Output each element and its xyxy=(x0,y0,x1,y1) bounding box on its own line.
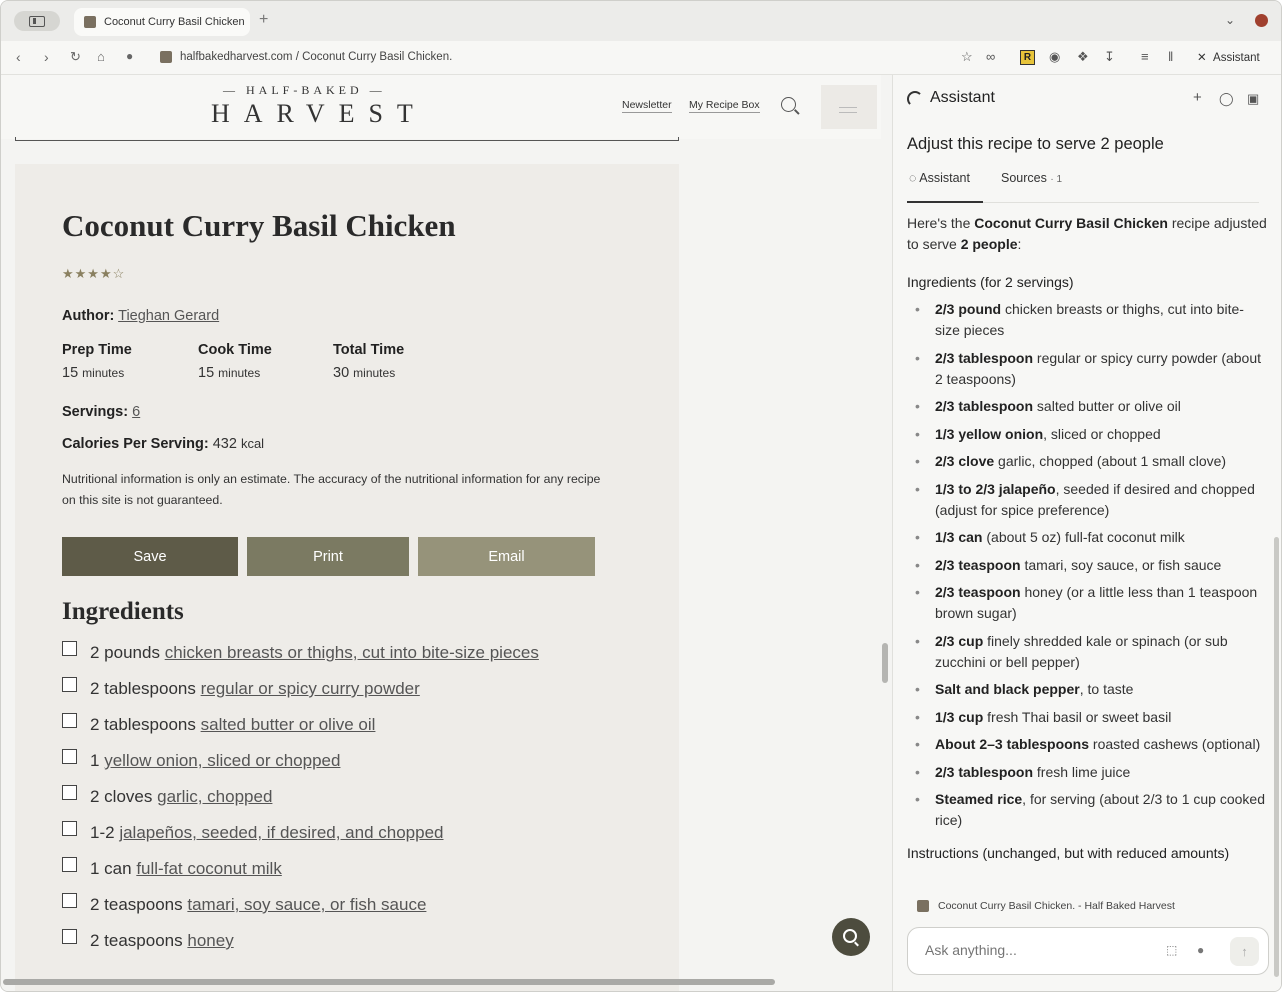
total-time xyxy=(333,342,404,381)
prep-time xyxy=(62,342,132,381)
ingredient-checkbox[interactable] xyxy=(62,677,77,692)
recipe-title: Coconut Curry Basil Chicken xyxy=(62,208,456,243)
response-ingredient-text: , to taste xyxy=(1079,681,1134,697)
ingredient-checkbox[interactable] xyxy=(62,821,77,836)
horizontal-scrollbar[interactable] xyxy=(3,979,775,985)
ingredient-checkbox[interactable] xyxy=(62,749,77,764)
assistant-scrollbar[interactable] xyxy=(1274,537,1279,977)
audio-wave-icon[interactable]: ‖ xyxy=(1168,49,1174,64)
response-amount: 2/3 clove xyxy=(935,453,995,469)
site-favicon-icon xyxy=(84,16,96,28)
cook-time xyxy=(198,342,272,381)
response-amount: Steamed rice xyxy=(935,791,1023,807)
ingredient-quantity: 2 cloves xyxy=(90,787,153,806)
ingredient-link[interactable]: chicken breasts or thighs, cut into bite-size pieces xyxy=(164,643,539,662)
response-ingredient-text: , for serving (about 2/3 to 1 cup cooked rice) xyxy=(935,791,1265,828)
author-row xyxy=(62,308,219,324)
save-button[interactable]: Save xyxy=(62,537,238,576)
ingredient-quantity: 2 teaspoons xyxy=(90,895,183,914)
home-icon[interactable]: ⌂ xyxy=(97,49,105,64)
assistant-logo-icon xyxy=(907,91,923,107)
response-ingredient-item xyxy=(907,707,1267,728)
response-ingredient-item xyxy=(907,396,1267,417)
assistant-tab-icon: ◌ xyxy=(909,171,917,185)
assistant-toggle-label: Assistant xyxy=(1213,52,1260,64)
expand-icon[interactable]: ▣ xyxy=(1247,91,1260,106)
site-favicon-icon xyxy=(160,51,172,63)
ingredient-link[interactable]: garlic, chopped xyxy=(157,787,273,806)
ingredient-item xyxy=(62,895,426,915)
bookmark-star-icon[interactable]: ☆ xyxy=(961,49,973,64)
ingredient-link[interactable]: honey xyxy=(187,931,234,950)
ingredient-quantity: 2 tablespoons xyxy=(90,715,196,734)
response-ingredient-item xyxy=(907,479,1267,521)
profile-avatar[interactable] xyxy=(1255,14,1268,27)
site-menu-button[interactable] xyxy=(821,85,877,129)
new-chat-icon[interactable]: + xyxy=(1193,89,1202,106)
voice-input-icon[interactable]: ● xyxy=(1197,943,1205,957)
ingredient-link[interactable]: jalapeños, seeded, if desired, and chopped xyxy=(119,823,444,842)
prep-time-unit: minutes xyxy=(82,366,125,380)
response-ingredient-item xyxy=(907,527,1267,548)
ingredient-checkbox[interactable] xyxy=(62,893,77,908)
ingredient-item xyxy=(62,715,375,735)
extensions-puzzle-icon[interactable]: ❖ xyxy=(1077,49,1089,64)
response-ingredient-text: fresh Thai basil or sweet basil xyxy=(983,708,1172,725)
assistant-panel xyxy=(892,75,1282,992)
response-ingredient-item xyxy=(907,734,1267,755)
site-search-icon[interactable] xyxy=(781,97,796,112)
ingredient-checkbox[interactable] xyxy=(62,857,77,872)
response-instructions-heading: Instructions (unchanged, but with reduced amounts) xyxy=(907,845,1230,861)
response-ingredient-item xyxy=(907,348,1267,390)
recipe-card xyxy=(15,164,679,992)
nutrition-note: Nutritional information is only an estimate. The accuracy of the nutritional information for any recipe on this site is not guaranteed. xyxy=(62,472,601,507)
response-amount: About 2–3 tablespoons xyxy=(935,736,1090,752)
response-amount: 2/3 teaspoon xyxy=(935,584,1021,600)
calories-unit: kcal xyxy=(240,436,265,451)
response-amount: 2/3 tablespoon xyxy=(935,349,1034,366)
prep-time-value: 15 xyxy=(62,365,79,381)
ingredient-item xyxy=(62,751,340,771)
ingredient-item xyxy=(62,823,444,843)
assistant-title: Assistant xyxy=(930,89,995,106)
servings-row xyxy=(62,404,140,420)
response-ingredient-text: , sliced or chopped xyxy=(1043,425,1161,442)
response-ingredient-text: chicken breasts or thighs, cut into bite-size pieces xyxy=(935,301,1244,338)
cook-time-value: 15 xyxy=(198,365,215,381)
source-favicon-icon xyxy=(917,900,929,912)
panel-resize-handle[interactable] xyxy=(882,643,888,683)
ingredient-checkbox[interactable] xyxy=(62,929,77,944)
email-button[interactable]: Email xyxy=(418,537,595,576)
cook-time-unit: minutes xyxy=(218,366,261,380)
source-title: Coconut Curry Basil Chicken. - Half Baked Harvest xyxy=(938,900,1175,912)
ingredient-link[interactable]: full-fat coconut milk xyxy=(136,859,282,878)
tab-sources-label: Sources xyxy=(1001,171,1047,185)
source-citation[interactable] xyxy=(917,900,1175,912)
ingredient-quantity: 2 pounds xyxy=(90,643,160,662)
response-intro xyxy=(907,213,1267,255)
ingredient-item xyxy=(62,679,420,699)
address-bar[interactable] xyxy=(160,51,452,63)
print-button[interactable]: Print xyxy=(247,537,409,576)
intro-servings: 2 people xyxy=(960,236,1018,252)
response-ingredient-item xyxy=(907,631,1267,673)
ingredient-link[interactable]: tamari, soy sauce, or fish sauce xyxy=(187,895,427,914)
response-amount: 2/3 pound xyxy=(935,301,1002,317)
toolbar xyxy=(1,41,1281,75)
tab-sources[interactable] xyxy=(1001,171,1062,203)
servings-label: Servings: xyxy=(62,404,129,420)
newsletter-link[interactable]: Newsletter xyxy=(622,99,672,111)
calories-label: Calories Per Serving: xyxy=(62,436,209,452)
extension-globe-icon[interactable]: ◉ xyxy=(1049,49,1061,64)
intro-text: Here's the xyxy=(907,215,975,231)
web-page xyxy=(1,75,881,992)
author-label: Author: xyxy=(62,308,115,324)
response-ingredient-list xyxy=(907,299,1267,831)
total-time-label: Total Time xyxy=(333,342,405,358)
browser-tab[interactable] xyxy=(74,8,250,36)
response-ingredient-text: (about 5 oz) full-fat coconut milk xyxy=(982,529,1185,545)
tab-bar xyxy=(1,1,1281,41)
ingredient-item xyxy=(62,787,272,807)
assistant-tabs xyxy=(907,171,1259,203)
response-ingredient-text: honey (or a little less than 1 teaspoon brown sugar) xyxy=(935,584,1258,621)
response-ingredient-text: roasted cashews (optional) xyxy=(1089,736,1261,752)
response-amount: 2/3 cup xyxy=(935,632,984,649)
forward-icon[interactable]: › xyxy=(44,49,49,65)
total-time-value: 30 xyxy=(333,365,350,381)
user-prompt: Adjust this recipe to serve 2 people xyxy=(907,135,1164,153)
tab-title: Coconut Curry Basil Chicken xyxy=(104,16,245,28)
response-amount: 1/3 yellow onion xyxy=(935,425,1044,442)
assistant-response xyxy=(907,213,1267,864)
ingredient-checkbox[interactable] xyxy=(62,641,77,656)
tab-sources-count: · 1 xyxy=(1050,174,1063,185)
response-ingredient-item xyxy=(907,555,1267,576)
response-amount: 2/3 tablespoon xyxy=(935,398,1034,414)
ingredient-item xyxy=(62,643,539,663)
ingredient-item xyxy=(62,859,282,879)
cook-time-label: Cook Time xyxy=(198,342,272,358)
response-amount: 1/3 to 2/3 jalapeño xyxy=(935,480,1056,497)
response-ingredient-item xyxy=(907,424,1267,445)
intro-recipe-name: Coconut Curry Basil Chicken xyxy=(974,215,1168,231)
ingredient-link[interactable]: regular or spicy curry powder xyxy=(200,679,420,698)
logo-top-text: — HALF-BAKED — xyxy=(223,83,386,97)
reader-extension-icon[interactable]: R xyxy=(1020,50,1035,65)
divider xyxy=(15,137,679,141)
author-link[interactable]: Tieghan Gerard xyxy=(118,308,220,324)
floating-search-button[interactable] xyxy=(832,918,870,956)
ingredient-quantity: 1 xyxy=(90,751,100,770)
response-amount: Salt and black pepper xyxy=(935,681,1080,697)
tab-assistant[interactable] xyxy=(907,171,983,203)
intro-text: recipe adjusted to serve xyxy=(907,215,1267,252)
microphone-icon[interactable]: ● xyxy=(126,49,134,63)
response-ingredient-item xyxy=(907,789,1267,831)
tab-assistant-label: Assistant xyxy=(919,171,970,185)
response-ingredient-text: finely shredded kale or spinach (or sub zucchini or bell pepper) xyxy=(935,632,1228,670)
response-amount: 2/3 teaspoon xyxy=(935,556,1021,573)
ask-input-box xyxy=(907,927,1269,975)
recipe-box-link[interactable]: My Recipe Box xyxy=(689,99,760,111)
ingredient-quantity: 2 teaspoons xyxy=(90,931,183,950)
new-tab-button[interactable]: + xyxy=(259,11,269,28)
ingredient-quantity: 1-2 xyxy=(90,823,115,842)
sidebar-toggle-button[interactable] xyxy=(14,11,60,31)
calories-value: 432 xyxy=(212,436,237,452)
response-amount: 1/3 can xyxy=(935,529,983,545)
response-ingredient-item xyxy=(907,762,1267,783)
ingredient-checkbox[interactable] xyxy=(62,713,77,728)
ingredient-quantity: 1 can xyxy=(90,859,132,878)
url-text: halfbakedharvest.com / Coconut Curry Basil Chicken. xyxy=(180,51,453,63)
back-icon[interactable]: ‹ xyxy=(16,49,21,65)
site-logo[interactable]: HARVEST xyxy=(211,99,427,128)
ingredient-link[interactable]: yellow onion, sliced or chopped xyxy=(104,751,341,770)
link-icon[interactable]: ∞ xyxy=(986,49,996,64)
response-ingredient-text: tamari, soy sauce, or fish sauce xyxy=(1020,556,1222,573)
response-amount: 1/3 cup xyxy=(935,708,984,725)
response-amount: 2/3 tablespoon xyxy=(935,763,1034,780)
total-time-unit: minutes xyxy=(353,366,396,380)
response-ingredient-item xyxy=(907,679,1267,700)
ingredient-item xyxy=(62,931,234,951)
ask-input[interactable] xyxy=(925,942,1145,958)
servings-value[interactable]: 6 xyxy=(132,404,141,420)
reload-icon[interactable]: ↻ xyxy=(70,49,81,64)
tab-list-chevron-icon[interactable]: ⌄ xyxy=(1225,13,1236,27)
menu-lines-icon[interactable]: ≡ xyxy=(1141,49,1149,64)
response-ingredient-text: fresh lime juice xyxy=(1033,763,1131,780)
response-ingredient-item xyxy=(907,582,1267,624)
sidebar-icon xyxy=(29,16,45,27)
history-icon[interactable]: ◯ xyxy=(1219,91,1234,106)
screenshot-select-icon[interactable]: ⬚ xyxy=(1166,943,1178,957)
ingredients-heading: Ingredients xyxy=(62,598,184,625)
ingredient-link[interactable]: salted butter or olive oil xyxy=(200,715,376,734)
response-ingredient-text: regular or spicy curry powder (about 2 teaspoons) xyxy=(935,349,1262,387)
ingredient-quantity: 2 tablespoons xyxy=(90,679,196,698)
response-ingredients-heading: Ingredients (for 2 servings) xyxy=(907,274,1074,290)
response-ingredient-text: salted butter or olive oil xyxy=(1033,398,1181,414)
send-button[interactable]: ↑ xyxy=(1230,937,1259,966)
response-ingredient-text: , seeded if desired and chopped (adjust for spice preference) xyxy=(935,480,1255,518)
response-ingredient-text: garlic, chopped (about 1 small clove) xyxy=(994,453,1227,469)
calories-row xyxy=(62,436,264,452)
response-ingredient-item xyxy=(907,299,1267,341)
rating-stars[interactable]: ★★★★☆ xyxy=(62,266,126,281)
ingredient-checkbox[interactable] xyxy=(62,785,77,800)
response-ingredient-item xyxy=(907,451,1267,472)
assistant-toggle-button[interactable]: ✕ Assistant xyxy=(1197,52,1260,64)
download-icon[interactable]: ↧ xyxy=(1104,49,1115,64)
site-header xyxy=(1,75,881,139)
prep-time-label: Prep Time xyxy=(62,342,132,358)
intro-text: : xyxy=(1017,236,1022,252)
